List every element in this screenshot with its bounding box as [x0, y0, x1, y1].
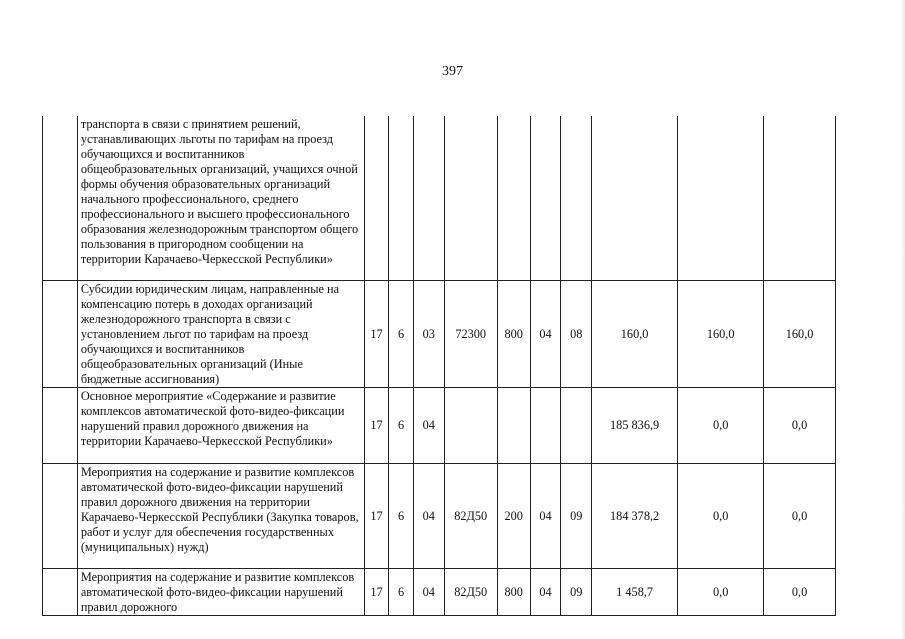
code-cell: 17 — [364, 388, 389, 464]
amount-cell: 160,0 — [764, 281, 836, 388]
amount-cell — [678, 116, 764, 281]
code-cell — [444, 116, 497, 281]
code-cell: 800 — [497, 569, 530, 616]
table-row — [43, 569, 836, 616]
code-cell: 800 — [497, 281, 530, 388]
code-cell — [530, 116, 561, 281]
description-cell: транспорта в связи с принятием решений, устанавливающих льготы по тарифам на проезд обучающихся и воспитанников общеобразовательных организаций, учащихся очной формы обучения образовательных организаций начального профессионального, среднего профессионального и высшего профессионального образования железнодорожным транспортом общего пользования в пригородном сообщении на территории Карачаево-Черкесской Республики» — [77, 116, 364, 281]
row-number-cell — [43, 116, 78, 281]
amount-cell: 0,0 — [678, 569, 764, 616]
code-cell: 08 — [561, 281, 592, 388]
description-cell: Основное мероприятие «Содержание и развитие комплексов автоматической фото-видео-фиксации нарушений правил дорожного движения на территории Карачаево-Черкесской Республики» — [77, 388, 364, 464]
description-cell: Субсидии юридическим лицам, направленные на компенсацию потерь в доходах организаций железнодорожного транспорта в связи с установлением льгот по тарифам на проезд обучающихся и воспитанников общеобразовательных организаций (Иные бюджетные ассигнования) — [77, 281, 364, 388]
table-row — [43, 388, 836, 464]
description-cell: Мероприятия на содержание и развитие комплексов автоматической фото-видео-фиксации нарушений правил дорожного движения на территории Карачаево-Черкесской Республики (Закупка товаров, работ и услуг для обеспечения государственных (муниципальных) нужд) — [77, 464, 364, 569]
code-cell — [497, 116, 530, 281]
code-cell: 200 — [497, 464, 530, 569]
budget-table-container — [42, 116, 836, 616]
budget-table — [42, 116, 836, 616]
code-cell — [561, 116, 592, 281]
row-number-cell — [43, 569, 78, 616]
code-cell: 17 — [364, 569, 389, 616]
amount-cell: 184 378,2 — [592, 464, 678, 569]
code-cell: 04 — [413, 464, 444, 569]
code-cell — [530, 388, 561, 464]
amount-cell: 0,0 — [678, 464, 764, 569]
code-cell: 17 — [364, 281, 389, 388]
amount-cell: 0,0 — [678, 388, 764, 464]
amount-cell — [592, 116, 678, 281]
amount-cell: 0,0 — [764, 464, 836, 569]
amount-cell: 160,0 — [592, 281, 678, 388]
code-cell: 6 — [389, 569, 414, 616]
code-cell: 04 — [530, 281, 561, 388]
code-cell — [364, 116, 389, 281]
description-cell: Мероприятия на содержание и развитие комплексов автоматической фото-видео-фиксации нарушений правил дорожного — [77, 569, 364, 616]
amount-cell: 160,0 — [678, 281, 764, 388]
row-number-cell — [43, 388, 78, 464]
code-cell: 04 — [530, 569, 561, 616]
code-cell: 82Д50 — [444, 569, 497, 616]
code-cell — [497, 388, 530, 464]
row-number-cell — [43, 464, 78, 569]
amount-cell — [764, 116, 836, 281]
code-cell — [444, 388, 497, 464]
code-cell: 6 — [389, 464, 414, 569]
page-number: 397 — [442, 64, 463, 79]
code-cell: 03 — [413, 281, 444, 388]
amount-cell: 185 836,9 — [592, 388, 678, 464]
amount-cell: 1 458,7 — [592, 569, 678, 616]
code-cell: 82Д50 — [444, 464, 497, 569]
row-number-cell — [43, 281, 78, 388]
code-cell: 04 — [530, 464, 561, 569]
code-cell: 17 — [364, 464, 389, 569]
code-cell: 04 — [413, 388, 444, 464]
code-cell: 09 — [561, 464, 592, 569]
code-cell — [413, 116, 444, 281]
code-cell: 72300 — [444, 281, 497, 388]
scan-edge-shadow — [901, 0, 905, 639]
code-cell — [561, 388, 592, 464]
code-cell: 09 — [561, 569, 592, 616]
amount-cell: 0,0 — [764, 569, 836, 616]
amount-cell: 0,0 — [764, 388, 836, 464]
code-cell: 6 — [389, 388, 414, 464]
code-cell: 6 — [389, 281, 414, 388]
code-cell: 04 — [413, 569, 444, 616]
table-row — [43, 116, 836, 281]
table-row — [43, 281, 836, 388]
code-cell — [389, 116, 414, 281]
table-row — [43, 464, 836, 569]
